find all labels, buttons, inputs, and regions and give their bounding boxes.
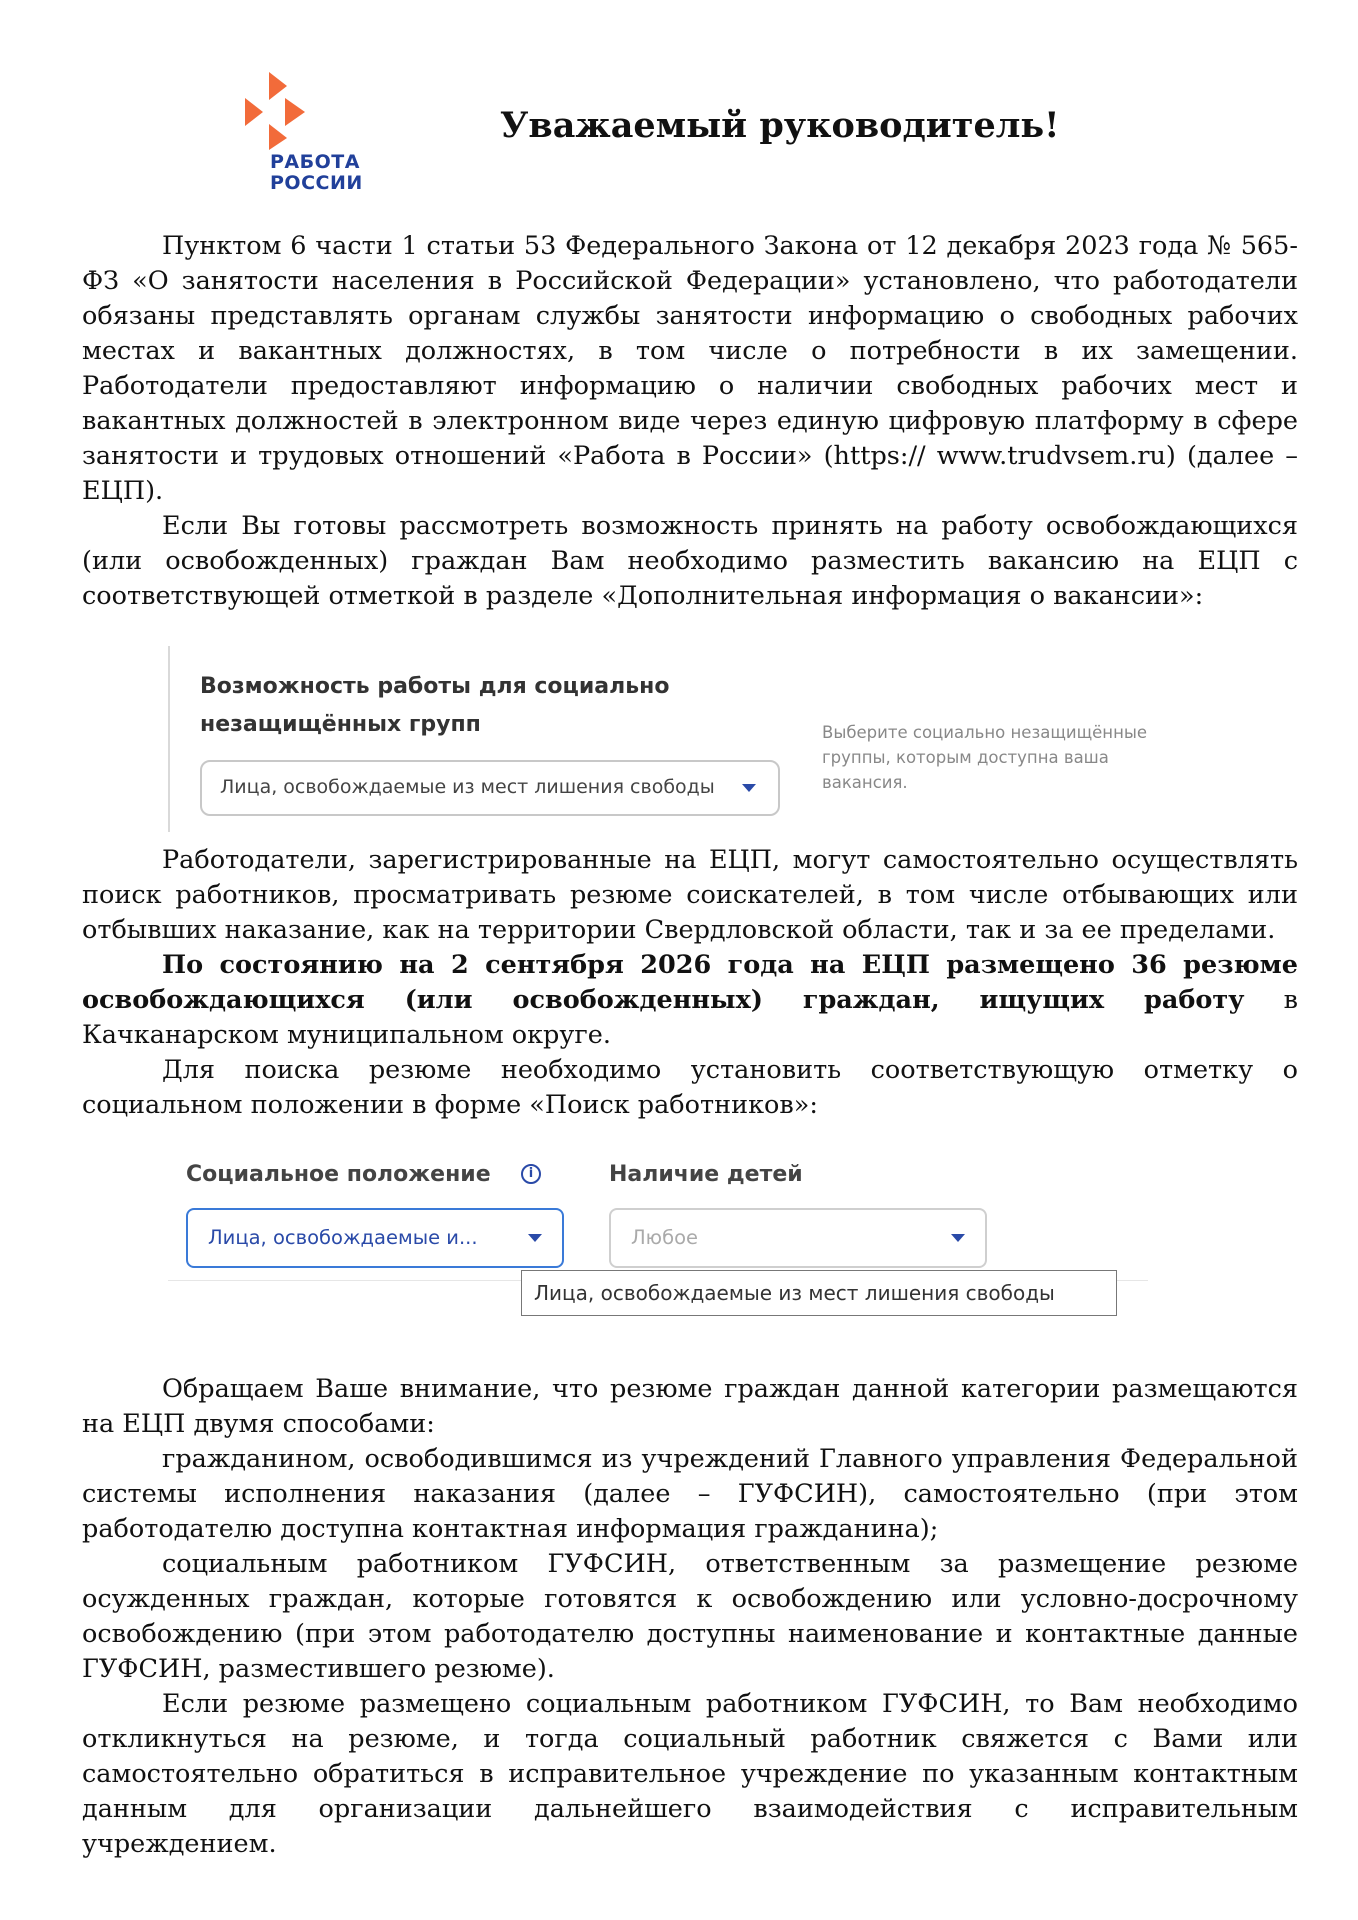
page-title: Уважаемый руководитель! xyxy=(500,105,1060,146)
tooltip xyxy=(521,1270,1117,1316)
intro-section xyxy=(82,229,1298,614)
paragraph-method-social-worker: социальным работником ГУФСИН, ответственным за размещение резюме осужденных граждан, которые готовятся к освобождению или условно-досрочному освобождению (при этом работодателю доступны наименование и контактные данные ГУФСИН, разместившего резюме). xyxy=(82,1549,1298,1684)
children-select[interactable] xyxy=(609,1208,987,1268)
paragraph-search-form: Для поиска резюме необходимо установить соответствующую отметку о социальном положении в форме «Поиск работников»: xyxy=(82,1055,1298,1120)
social-status-label: Социальное положение xyxy=(186,1162,491,1187)
social-groups-hint: Выберите социально незащищённые группы, которым доступна ваша вакансия. xyxy=(822,723,1148,792)
stats-rest-text: в Качканарском муниципальном округе. xyxy=(82,985,1298,1050)
logo-line-1: РАБОТА xyxy=(270,151,360,173)
children-label: Наличие детей xyxy=(609,1162,803,1187)
rabota-rossii-logo xyxy=(245,72,385,202)
stats-bold-text: По состоянию на 2 сентября 2026 года на ЕЦП размещено 36 резюме освобождающихся (или освобожденных) граждан, ищущих работу xyxy=(82,950,1298,1015)
paragraph-stats xyxy=(82,948,1298,1053)
logo-line-2: РОССИИ xyxy=(270,172,363,194)
paragraph-search: Работодатели, зарегистрированные на ЕЦП, могут самостоятельно осуществлять поиск работников, просматривать резюме соискателей, в том числе отбывающих или отбывших наказание, как на территории Свердловской области, так и за ее пределами. xyxy=(82,845,1298,945)
methods-section xyxy=(82,1372,1298,1862)
chevron-down-icon xyxy=(528,1234,542,1242)
logo-arrows-icon xyxy=(245,72,325,150)
vacancy-form-screenshot xyxy=(168,646,1170,832)
children-select-value: Любое xyxy=(631,1226,699,1249)
chevron-down-icon xyxy=(951,1234,965,1242)
search-form-screenshot xyxy=(168,1150,1168,1330)
social-groups-select-value: Лица, освобождаемые из мест лишения свободы xyxy=(220,776,715,798)
search-section xyxy=(82,843,1298,1123)
paragraph-method-citizen: гражданином, освободившимся из учреждений Главного управления Федеральной системы исполнения наказания (далее – ГУФСИН), самостоятельно (при этом работодателю доступна контактная информация гражданина); xyxy=(82,1444,1298,1544)
paragraph-methods: Обращаем Ваше внимание, что резюме граждан данной категории размещаются на ЕЦП двумя способами: xyxy=(82,1374,1298,1439)
paragraph-vacancy: Если Вы готовы рассмотреть возможность принять на работу освобождающихся (или освобожденных) граждан Вам необходимо разместить вакансию на ЕЦП с соответствующей отметкой в разделе «Дополнительная информация о вакансии»: xyxy=(82,511,1298,611)
chevron-down-icon xyxy=(742,784,756,792)
info-icon[interactable]: i xyxy=(521,1164,541,1184)
social-status-select[interactable] xyxy=(186,1208,564,1268)
logo-text xyxy=(270,152,400,194)
tooltip-text: Лица, освобождаемые из мест лишения свободы xyxy=(534,1281,1055,1305)
paragraph-law: Пунктом 6 части 1 статьи 53 Федерального Закона от 12 декабря 2023 года № 565-ФЗ «О занятости населения в Российской Федерации» установлено, что работодатели обязаны представлять органам службы занятости информацию о свободных рабочих местах и вакантных должностях, в том числе о потребности в их замещении. Работодатели предоставляют информацию о наличии свободных рабочих мест и вакантных должностей в электронном виде через единую цифровую платформу в сфере занятости и трудовых отношений «Работа в России» (https:// www.trudvsem.ru) (далее – ЕЦП). xyxy=(82,231,1298,506)
social-groups-label: Возможность работы для социально незащищённых групп xyxy=(200,674,670,737)
paragraph-response: Если резюме размещено социальным работником ГУФСИН, то Вам необходимо откликнуться на резюме, и тогда социальный работник свяжется с Вами или самостоятельно обратиться в исправительное учреждение по указанным контактным данным для организации дальнейшего взаимодействия с исправительным учреждением. xyxy=(82,1689,1298,1859)
social-status-select-value: Лица, освобождаемые и... xyxy=(208,1226,478,1249)
social-groups-select[interactable] xyxy=(200,760,780,816)
